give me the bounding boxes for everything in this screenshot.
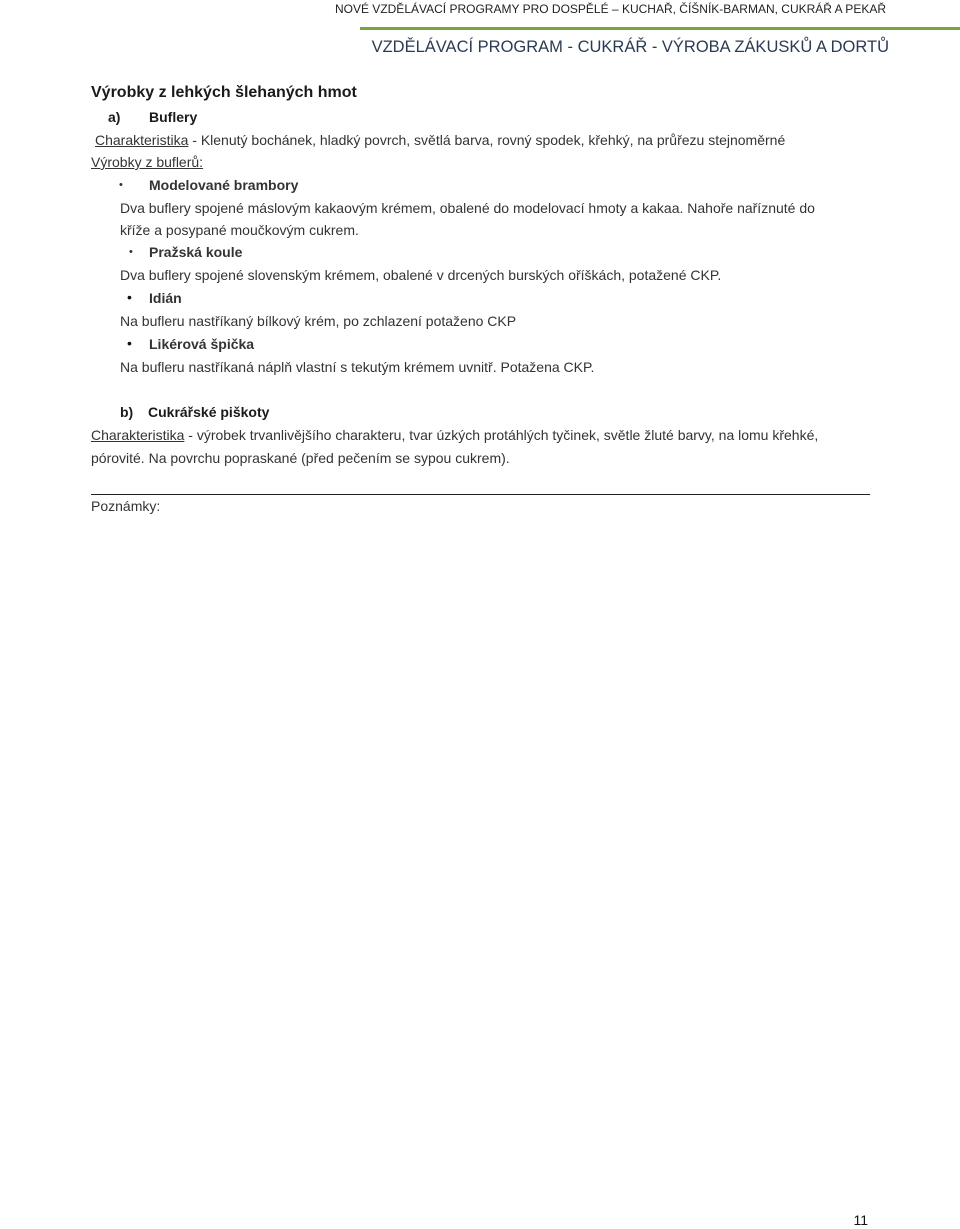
characteristics-label: Charakteristika xyxy=(95,132,189,148)
bullet-icon: • xyxy=(127,289,132,305)
section-b-heading: Cukrářské piškoty xyxy=(148,404,270,420)
products-label-end: ů: xyxy=(191,154,204,170)
item-desc-cont: kříže a posypané moučkovým cukrem. xyxy=(120,222,359,238)
page-title: Výrobky z lehkých šlehaných hmot xyxy=(91,84,357,101)
section-b-characteristics-cont: pórovité. Na povrchu popraskané (před pečením se sypou cukrem). xyxy=(91,450,510,466)
item-likerova-spicka: Likérová špička xyxy=(149,336,255,352)
header-accent-rule xyxy=(360,27,960,30)
section-a-heading: Buflery xyxy=(149,109,198,125)
characteristics-text: - Klenutý bochánek, hladký povrch, světlá barva, rovný spodek, křehký, na průřezu stejnoměrné xyxy=(188,132,786,148)
item-desc: Dva buflery spojené máslovým kakaovým krémem, obalené do modelovací hmoty a kakaa. Nahoře naříznuté do xyxy=(120,200,815,216)
page-number: 11 xyxy=(853,1212,868,1228)
bullet-icon: • xyxy=(119,179,123,191)
bullet-icon: • xyxy=(127,335,132,351)
item-desc: Na bufleru nastříkaný bílkový krém, po zchlazení potaženo CKP xyxy=(120,313,517,329)
header-title: VZDĚLÁVACÍ PROGRAM - CUKRÁŘ - VÝROBA ZÁKUSKŮ A DORTŮ xyxy=(371,38,889,56)
item-idian: Idián xyxy=(149,290,182,306)
characteristics-label: Charakteristika xyxy=(91,427,185,443)
section-a-marker: a) xyxy=(108,109,121,125)
section-a-characteristics xyxy=(91,132,785,148)
item-prazska-koule: Pražská koule xyxy=(149,244,243,260)
notes-label: Poznámky: xyxy=(91,498,161,514)
section-b-characteristics xyxy=(91,427,818,443)
header-program-line: NOVÉ VZDĚLÁVACÍ PROGRAMY PRO DOSPĚLÉ – KUCHAŘ, ČÍŠNÍK-BARMAN, CUKRÁŘ A PEKAŘ xyxy=(334,2,886,16)
characteristics-text: - výrobek trvanlivějšího charakteru, tvar úzkých protáhlých tyčinek, světle žluté barvy, na lomu křehké, xyxy=(184,427,819,443)
item-desc: Dva buflery spojené slovenským krémem, obalené v drcených burských oříškách, potažené CKP. xyxy=(120,267,722,283)
products-label-text: Výrobky z bufler xyxy=(91,154,192,170)
item-desc: Na bufleru nastříkaná náplň vlastní s tekutým krémem uvnitř. Potažena CKP. xyxy=(120,359,595,375)
notes-divider xyxy=(91,494,870,495)
bullet-icon: • xyxy=(129,246,133,258)
item-modelovane-brambory: Modelované brambory xyxy=(149,177,299,193)
products-label xyxy=(91,154,203,170)
section-b-marker: b) xyxy=(120,404,134,420)
